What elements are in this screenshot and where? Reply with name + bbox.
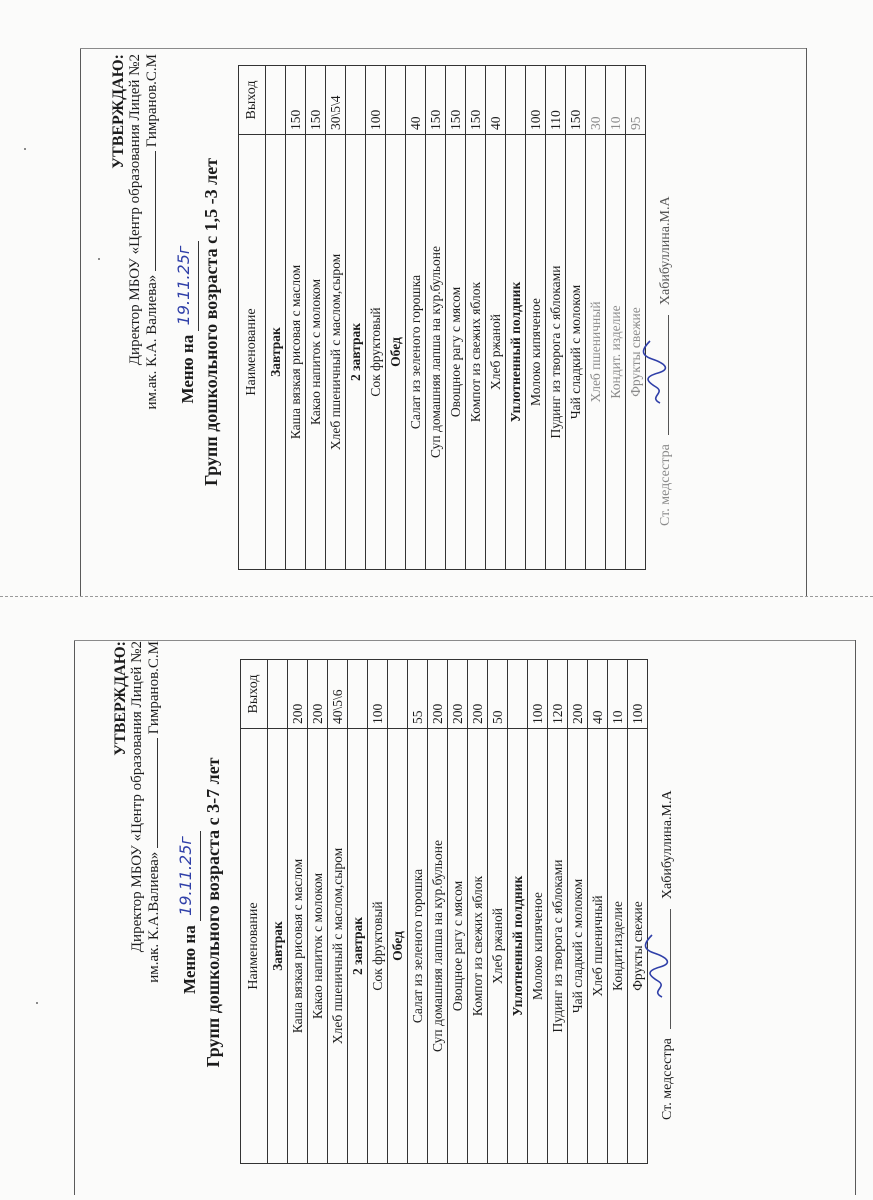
dish-name: Хлеб пшеничный с маслом,сыром [328,729,348,1164]
handwritten-date: 19.11.25г [176,836,195,916]
table-row [628,660,648,1164]
table-row [366,66,386,570]
section-row [508,660,528,1164]
section-output-empty [348,660,368,729]
approval-block [110,54,161,410]
table-row [488,660,508,1164]
dish-name: Суп домашняя лапша на кур.бульоне [426,135,446,570]
dish-output: 40 [588,660,608,729]
dish-output: 150 [566,66,586,135]
dish-name: Сок фруктовый [366,135,386,570]
page-fold-line [0,596,873,598]
table-row [308,660,328,1164]
menu-heading [176,635,224,1190]
table-row [548,660,568,1164]
dish-output: 200 [568,660,588,729]
table-row [626,66,646,570]
dish-name: Хлеб ржаной [488,729,508,1164]
section-output-empty [388,660,408,729]
scan-speck [24,148,26,150]
dish-name: Салат из зеленого горошка [408,729,428,1164]
dish-output: 150 [446,66,466,135]
approval-line-1: Директор МБОУ «Центр образования Лицей №2 [129,641,145,953]
menu-table-body [268,660,648,1164]
dish-output: 10 [608,660,628,729]
menu-sheet-1-5-3 [106,48,831,596]
dish-output: 150 [306,66,326,135]
dish-output: 120 [548,660,568,729]
table-row [406,66,426,570]
dish-output: 30 [586,66,606,135]
dish-output: 200 [448,660,468,729]
table-row [606,66,626,570]
table-row [566,66,586,570]
dish-name: Хлеб ржаной [486,135,506,570]
dish-output: 150 [286,66,306,135]
dish-output: 55 [408,660,428,729]
signature-line [654,315,669,435]
dish-name: Кондит. изделие [606,135,626,570]
table-row [546,66,566,570]
dish-name: Компот из свежих яблок [468,729,488,1164]
table-row [608,660,628,1164]
dish-output: 95 [626,66,646,135]
dish-name: Хлеб пшеничный [586,135,606,570]
dish-name: Хлеб пшеничный [588,729,608,1164]
approval-line-1: Директор МБОУ «Центр образования Лицей №2 [127,54,143,366]
section-row [268,660,288,1164]
section-title: Завтрак [266,135,286,570]
section-title: Уплотненный полдник [506,135,526,570]
dish-output: 100 [528,660,548,729]
scan-edge [80,48,81,596]
section-title: Обед [386,135,406,570]
section-title: Обед [388,729,408,1164]
signature-block [654,86,674,526]
scan-edge [74,640,75,1195]
dish-name: Фрукты свежие [626,135,646,570]
scan-speck [98,258,100,260]
header-name: Наименование [241,729,268,1164]
dish-name: Салат из зеленого горошка [406,135,426,570]
signature-scrawl [640,337,670,407]
signature-role: Ст. медсестра [658,444,673,526]
approval-heading: УТВЕРЖДАЮ: [110,54,127,169]
group-title: Групп дошкольного возраста с 3-7 лет [203,757,223,1068]
approval-line-2-prefix: им.ак. К.А.Валиева» [146,851,162,983]
approval-line-2 [144,54,161,410]
menu-label: Меню на [178,334,197,404]
signature-line [656,909,671,1029]
dish-output: 100 [628,660,648,729]
dish-output: 200 [468,660,488,729]
section-row [266,66,286,570]
dish-output: 110 [546,66,566,135]
dish-name: Суп домашняя лапша на кур.бульоне [428,729,448,1164]
section-title: Уплотненный полдник [508,729,528,1164]
dish-output: 200 [308,660,328,729]
table-header-row [239,66,266,570]
menu-title [174,241,199,404]
approver-name: Гимранов.С.М [144,54,160,148]
table-row [368,660,388,1164]
table-row [408,660,428,1164]
dish-output: 100 [526,66,546,135]
dish-output: 50 [488,660,508,729]
dish-name: Какао напиток с молоком [306,135,326,570]
table-row [426,66,446,570]
section-output-empty [266,66,286,135]
section-title: 2 завтрак [346,135,366,570]
table-row [588,660,608,1164]
dish-name: Каша вязкая рисовая с маслом [286,135,306,570]
section-output-empty [346,66,366,135]
section-output-empty [268,660,288,729]
section-row [386,66,406,570]
dish-name: Каша вязкая рисовая с маслом [288,729,308,1164]
dish-output: 40 [486,66,506,135]
menu-sheet-3-7 [108,635,833,1190]
dish-name: Пудинг из творога с яблоками [546,135,566,570]
dish-output: 30\5\4 [326,66,346,135]
section-title: 2 завтрак [348,729,368,1164]
header-output: Выход [239,66,266,135]
table-row [446,66,466,570]
dish-name: Фрукты свежие [628,729,648,1164]
signature-scrawl [642,931,672,1001]
dish-name: Овощное рагу с мясом [448,729,468,1164]
table-row [326,66,346,570]
approval-block [112,641,163,983]
header-name: Наименование [239,135,266,570]
section-output-empty [506,66,526,135]
table-row [328,660,348,1164]
section-row [506,66,526,570]
dish-name: Компот из свежих яблок [466,135,486,570]
dish-output: 200 [428,660,448,729]
signature-name: Хабибуллина.М.А [658,196,673,306]
dish-name: Молоко кипяченое [528,729,548,1164]
menu-title [176,831,201,994]
dish-name: Какао напиток с молоком [308,729,328,1164]
signature-name: Хабибуллина.М.А [660,790,675,900]
menu-table [240,659,648,1164]
dish-name: Молоко кипяченое [526,135,546,570]
approval-line-2 [146,641,163,983]
table-row [586,66,606,570]
scan-speck [36,1002,38,1004]
table-header-row [241,660,268,1164]
table-row [526,66,546,570]
dish-output: 40 [406,66,426,135]
date-slot [174,241,199,331]
dish-name: Чай сладкий с молоком [568,729,588,1164]
table-row [468,660,488,1164]
dish-name: Чай сладкий с молоком [566,135,586,570]
table-row [428,660,448,1164]
dish-name: Пудинг из творога с яблоками [548,729,568,1164]
dish-name: Овощное рагу с мясом [446,135,466,570]
dish-name: Сок фруктовый [368,729,388,1164]
dish-name: Хлеб пшеничный с маслом,сыром [326,135,346,570]
section-output-empty [508,660,528,729]
dish-output: 200 [288,660,308,729]
section-row [388,660,408,1164]
menu-label: Меню на [180,925,199,994]
signature-block [656,680,676,1120]
table-row [486,66,506,570]
menu-table-body [266,66,646,570]
table-row [466,66,486,570]
table-row [528,660,548,1164]
group-title: Групп дошкольного возраста с 1,5 -3 лет [201,157,221,487]
approval-heading: УТВЕРЖДАЮ: [112,641,129,756]
table-row [448,660,468,1164]
menu-table [238,65,646,570]
dish-name: Кондит.изделие [608,729,628,1164]
dish-output: 40\5\6 [328,660,348,729]
section-row [346,66,366,570]
dish-output: 150 [426,66,446,135]
section-title: Завтрак [268,729,288,1164]
table-row [306,66,326,570]
scan-edge [855,640,856,1195]
signature-role: Ст. медсестра [660,1038,675,1120]
table-row [286,66,306,570]
handwritten-date: 19.11.25г [174,245,193,326]
dish-output: 100 [368,660,388,729]
approval-line-2-prefix: им.ак. К.А. Валиева» [144,274,160,410]
section-output-empty [386,66,406,135]
table-row [288,660,308,1164]
dish-output: 100 [366,66,386,135]
header-output: Выход [241,660,268,729]
dish-output: 150 [466,66,486,135]
date-slot [176,831,201,921]
section-row [348,660,368,1164]
table-row [568,660,588,1164]
dish-output: 10 [606,66,626,135]
approver-name: Гимранов.С.М [146,641,162,735]
menu-heading [174,48,222,596]
